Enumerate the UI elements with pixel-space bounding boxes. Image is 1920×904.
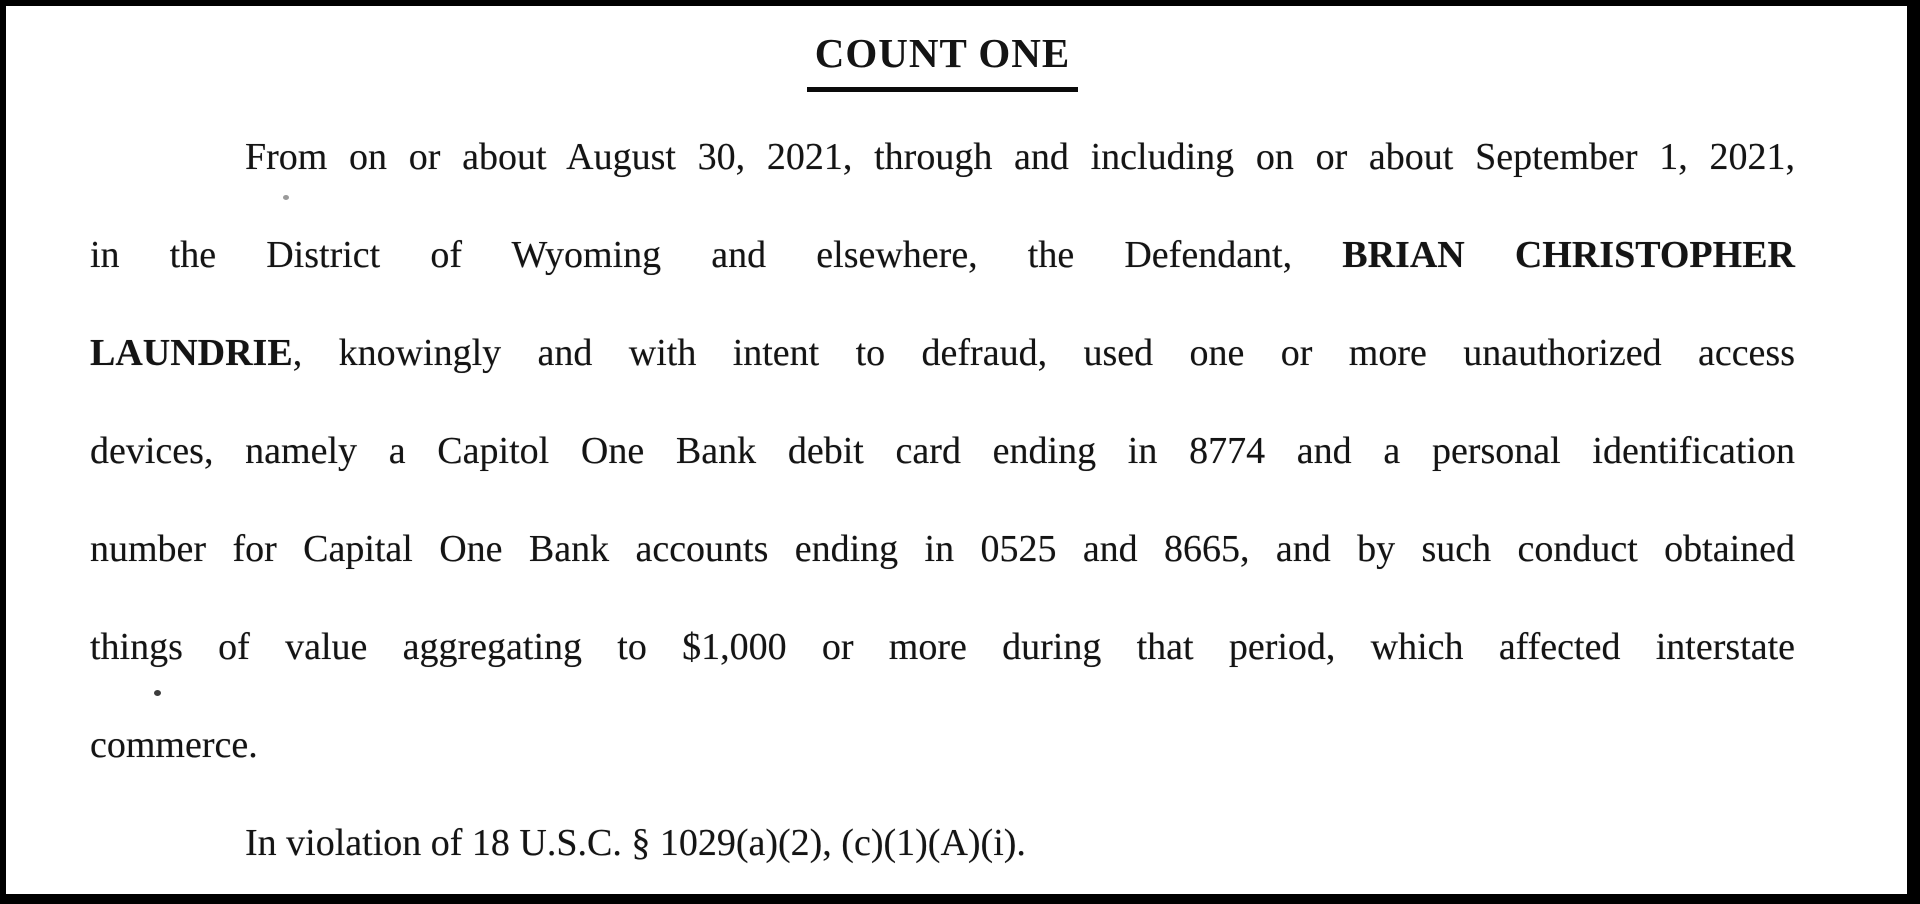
paragraph-text: number for Capital One Bank accounts ending in 0525 and 8665, and by such conduct obtained (90, 528, 1795, 570)
count-heading-text: COUNT ONE (807, 22, 1078, 92)
paragraph-text: From on or about August 30, 2021, through and including on or about September 1, 2021, (245, 136, 1795, 178)
paragraph-line (90, 108, 1795, 206)
paragraph-line (90, 304, 1795, 402)
violation-statute-line: In violation of 18 U.S.C. § 1029(a)(2), (c)(1)(A)(i). (245, 822, 1026, 864)
paragraph-text: commerce. (90, 724, 258, 766)
paragraph-text: things of value aggregating to $1,000 or more during that period, which affected interstate (90, 626, 1795, 668)
paragraph-line (90, 500, 1795, 598)
scan-artifact (154, 690, 161, 696)
count-heading (90, 22, 1795, 92)
paragraph-text: devices, namely a Capitol One Bank debit card ending in 8774 and a personal identification (90, 430, 1795, 472)
paragraph-line (90, 402, 1795, 500)
count-paragraph (90, 108, 1795, 794)
paragraph-text: , knowingly and with intent to defraud, used one or more unauthorized access (292, 332, 1795, 374)
paragraph-line (90, 206, 1795, 304)
count-one-section (6, 6, 1907, 894)
paragraph-text: in the District of Wyoming and elsewhere, the Defendant, (90, 234, 1343, 276)
defendant-name-bold: LAUNDRIE (90, 332, 293, 374)
scan-artifact (283, 195, 289, 200)
paragraph-line (90, 696, 1795, 794)
paragraph-line (90, 598, 1795, 696)
defendant-name-bold: BRIAN CHRISTOPHER (1342, 234, 1795, 276)
